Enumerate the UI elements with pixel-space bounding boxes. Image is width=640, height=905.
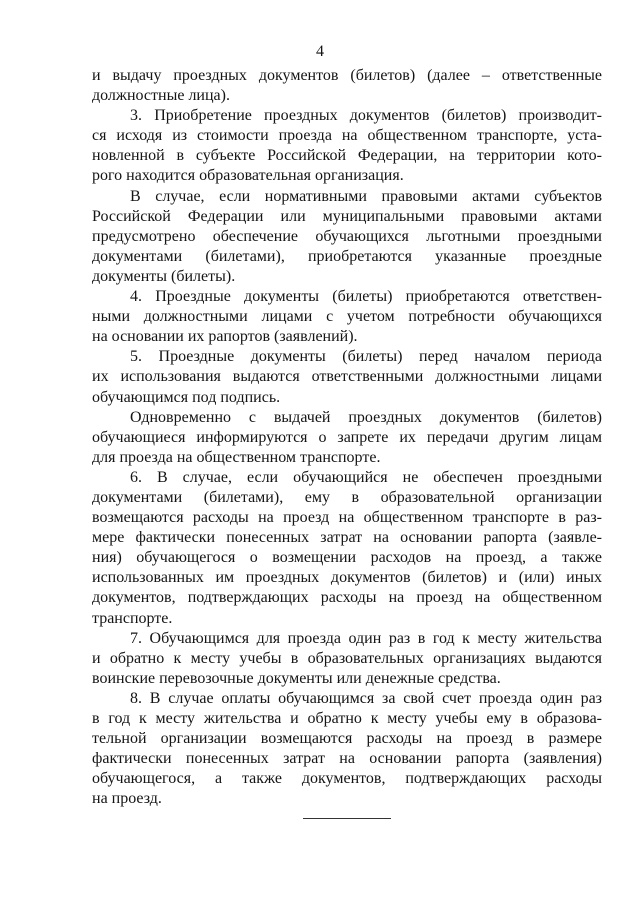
text-line: Российской Федерации или муниципальными правовыми актами: [92, 207, 602, 225]
text-line: возмещаются расходы на проезд на общественном транспорте в раз-: [92, 509, 602, 527]
text-line: тельной организации возмещаются расходы на проезд в размере: [92, 730, 602, 748]
paragraph-p6: [92, 468, 602, 629]
text-line: документы (билеты).: [92, 267, 236, 285]
paragraph-p0: [92, 66, 602, 106]
text-line: В случае, если нормативными правовыми актами субъектов: [130, 187, 602, 205]
text-line: Одновременно с выдачей проездных документов (билетов): [130, 408, 602, 426]
text-line: и обратно к месту учебы в образовательных организациях выдаются: [92, 649, 602, 667]
text-line: воинские перевозочные документы или денежные средства.: [92, 669, 501, 687]
document-body: [92, 66, 602, 809]
paragraph-p8: [92, 689, 602, 810]
end-of-text-rule: [303, 818, 391, 819]
text-line: обучающимся под подпись.: [92, 388, 281, 406]
text-line: на проезд.: [92, 790, 162, 808]
text-line: 5. Проездные документы (билеты) перед началом периода: [130, 348, 602, 366]
text-line: ся исходя из стоимости проезда на общественном транспорте, уста-: [92, 127, 602, 145]
paragraph-p4: [92, 347, 602, 407]
text-line: мере фактически понесенных затрат на основании рапорта (заявле-: [92, 529, 602, 547]
text-line: и выдачу проездных документов (билетов) (далее – ответственные: [92, 67, 602, 84]
text-line: ния) обучающегося о возмещении расходов на проезд, а также: [92, 549, 602, 567]
text-line: фактически понесенных затрат на основании рапорта (заявления): [92, 750, 602, 768]
text-line: рого находится образовательная организация.: [92, 167, 404, 185]
text-line: новленной в субъекте Российской Федерации, на территории кото-: [92, 147, 602, 165]
text-line: документами (билетами), приобретаются указанные проездные: [92, 247, 602, 265]
text-line: их использования выдаются ответственными должностными лицами: [92, 368, 602, 386]
text-line: обучающегося, а также документов, подтверждающих расходы: [92, 770, 602, 788]
text-line: в год к месту жительства и обратно к месту учебы ему в образова-: [92, 710, 602, 727]
text-line: 6. В случае, если обучающийся не обеспечен проездными: [130, 468, 602, 486]
text-line: использованных им проездных документов (билетов) и (или) иных: [92, 569, 602, 587]
text-line: должностные лица).: [92, 87, 230, 105]
text-line: на основании их рапортов (заявлений).: [92, 328, 358, 346]
text-line: 8. В случае оплаты обучающимся за свой счет проезда один раз: [130, 689, 602, 707]
text-line: документов, подтверждающих расходы на проезд на общественном: [92, 589, 602, 607]
paragraph-p7: [92, 629, 602, 689]
text-line: для проезда на общественном транспорте.: [92, 448, 381, 466]
text-line: 7. Обучающимся для проезда один раз в год к месту жительства: [130, 629, 602, 647]
paragraph-p3: [92, 287, 602, 347]
paragraph-p1: [92, 106, 602, 186]
text-line: 3. Приобретение проездных документов (билетов) производит-: [130, 107, 602, 125]
paragraph-p5: [92, 408, 602, 468]
text-line: документами (билетами), ему в образовательной организации: [92, 488, 602, 506]
paragraph-p2: [92, 187, 602, 287]
text-line: транспорте.: [92, 609, 173, 627]
text-line: предусмотрено обеспечение обучающихся льготными проездными: [92, 227, 602, 245]
text-line: ными должностными лицами с учетом потребности обучающихся: [92, 308, 602, 326]
page-number: 4: [316, 43, 324, 60]
text-line: обучающиеся информируются о запрете их передачи другим лицам: [92, 428, 602, 446]
text-line: 4. Проездные документы (билеты) приобретаются ответствен-: [130, 288, 602, 306]
